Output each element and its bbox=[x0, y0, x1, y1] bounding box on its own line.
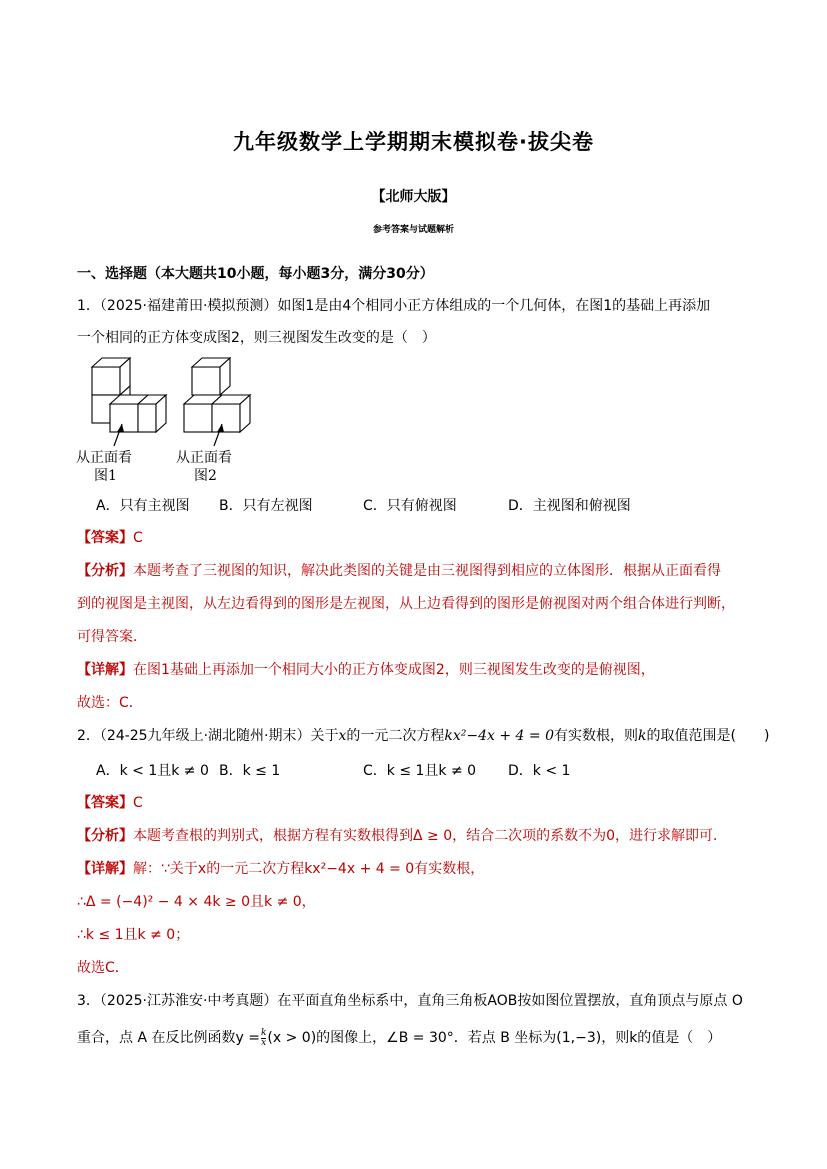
answer-tag: 【答案】 bbox=[77, 530, 133, 546]
fraction-denominator: x bbox=[261, 1037, 267, 1048]
analysis-tag: 【分析】 bbox=[77, 563, 133, 579]
q1-option-a: A．只有主视图 bbox=[96, 498, 190, 514]
figure1-cubes bbox=[92, 358, 166, 432]
answer-value: C bbox=[133, 530, 143, 546]
q2-suffix: 的取值范围是( ) bbox=[646, 728, 770, 744]
q2-mid2: 有实数根，则 bbox=[554, 728, 639, 744]
q1-stem-line2: 一个相同的正方体变成图2，则三视图发生改变的是（ ） bbox=[77, 330, 436, 346]
q2-mid: 的一元二次方程 bbox=[346, 728, 445, 744]
edition-label: 【北师大版】 bbox=[371, 189, 456, 205]
q2-equation: kx²−4x + 4 = 0 bbox=[444, 728, 555, 744]
q2-option-a: A．k < 1且k ≠ 0 bbox=[96, 763, 209, 779]
fig1-caption1: 从正面看 bbox=[76, 450, 132, 466]
q2-option-c: C．k ≤ 1且k ≠ 0 bbox=[363, 763, 477, 779]
detail-text: 解：∵关于x的一元二次方程kx²−4x + 4 = 0有实数根， bbox=[133, 861, 485, 877]
q2-option-b: B．k ≤ 1 bbox=[219, 763, 281, 779]
fig2-caption2: 图2 bbox=[194, 468, 217, 484]
detail-text: 在图1基础上再添加一个相同大小的正方体变成图2，则三视图发生改变的是俯视图， bbox=[133, 662, 655, 678]
document-title: 九年级数学上学期期末模拟卷·拔尖卷 bbox=[233, 130, 594, 154]
answer-value: C bbox=[133, 795, 143, 811]
q1-analysis-line1 bbox=[77, 561, 721, 581]
detail-tag: 【详解】 bbox=[77, 662, 133, 678]
q2-detail bbox=[77, 859, 484, 879]
q2-stem bbox=[77, 726, 769, 746]
q2-var-k: k bbox=[638, 728, 647, 744]
section-heading: 一、选择题（本大题共10小题，每小题3分，满分30分） bbox=[77, 266, 434, 282]
q2-prefix: 2．（24-25九年级上·湖北随州·期末）关于 bbox=[77, 728, 339, 744]
detail-tag: 【详解】 bbox=[77, 861, 133, 877]
q3-stem-line2 bbox=[77, 1028, 721, 1048]
q1-conclusion: 故选：C． bbox=[77, 695, 143, 711]
q3-line2-start: 重合，点 A 在反比例函数y = bbox=[77, 1030, 260, 1046]
q3-fraction bbox=[261, 1029, 266, 1048]
q1-analysis-line3: 可得答案． bbox=[77, 629, 147, 645]
analysis-text: 本题考查了三视图的知识，解决此类图的关键是由三视图得到相应的立体图形．根据从正面看得 bbox=[133, 563, 721, 579]
q2-var-x: x bbox=[338, 728, 347, 744]
analysis-text: 本题考查根的判别式，根据方程有实数根得到Δ ≥ 0，结合二次项的系数不为0，进行求解即可． bbox=[133, 828, 728, 844]
fraction-numerator: k bbox=[260, 1027, 267, 1038]
q3-line2-end: (x > 0)的图像上，∠B = 30°．若点 B 坐标为(1,−3)，则k的值是（ ） bbox=[267, 1030, 722, 1046]
figure2-cubes bbox=[184, 358, 250, 432]
answer-tag: 【答案】 bbox=[77, 795, 133, 811]
q1-analysis-line2: 到的视图是主视图，从左边看得到的图形是左视图，从上边看得到的图形是俯视图对两个组合体进行判断， bbox=[77, 596, 735, 612]
analysis-tag: 【分析】 bbox=[77, 828, 133, 844]
q1-option-d: D．主视图和俯视图 bbox=[508, 498, 631, 514]
q2-step2: ∴k ≤ 1且k ≠ 0； bbox=[77, 927, 190, 943]
document-subtitle: 参考答案与试题解析 bbox=[372, 225, 454, 235]
q2-analysis bbox=[77, 826, 727, 846]
q2-step1: ∴Δ = (−4)² − 4 × 4k ≥ 0且k ≠ 0， bbox=[77, 894, 316, 910]
q1-figures bbox=[70, 352, 270, 484]
q1-option-c: C．只有俯视图 bbox=[363, 498, 457, 514]
q1-stem-line1: 1．（2025·福建莆田·模拟预测）如图1是由4个相同小正方体组成的一个几何体，在图1的基础上再添加 bbox=[77, 298, 711, 314]
fig1-caption2: 图1 bbox=[94, 468, 117, 484]
q2-conclusion: 故选C． bbox=[77, 960, 129, 976]
fig2-caption1: 从正面看 bbox=[176, 450, 232, 466]
q1-answer bbox=[77, 528, 143, 548]
q2-option-d: D．k < 1 bbox=[508, 763, 571, 779]
q1-option-b: B．只有左视图 bbox=[219, 498, 313, 514]
q1-detail bbox=[77, 660, 655, 680]
q3-stem-line1: 3．（2025·江苏淮安·中考真题）在平面直角坐标系中，直角三角板AOB按如图位置摆放，直角顶点与原点 O bbox=[77, 993, 743, 1009]
q2-answer bbox=[77, 793, 143, 813]
